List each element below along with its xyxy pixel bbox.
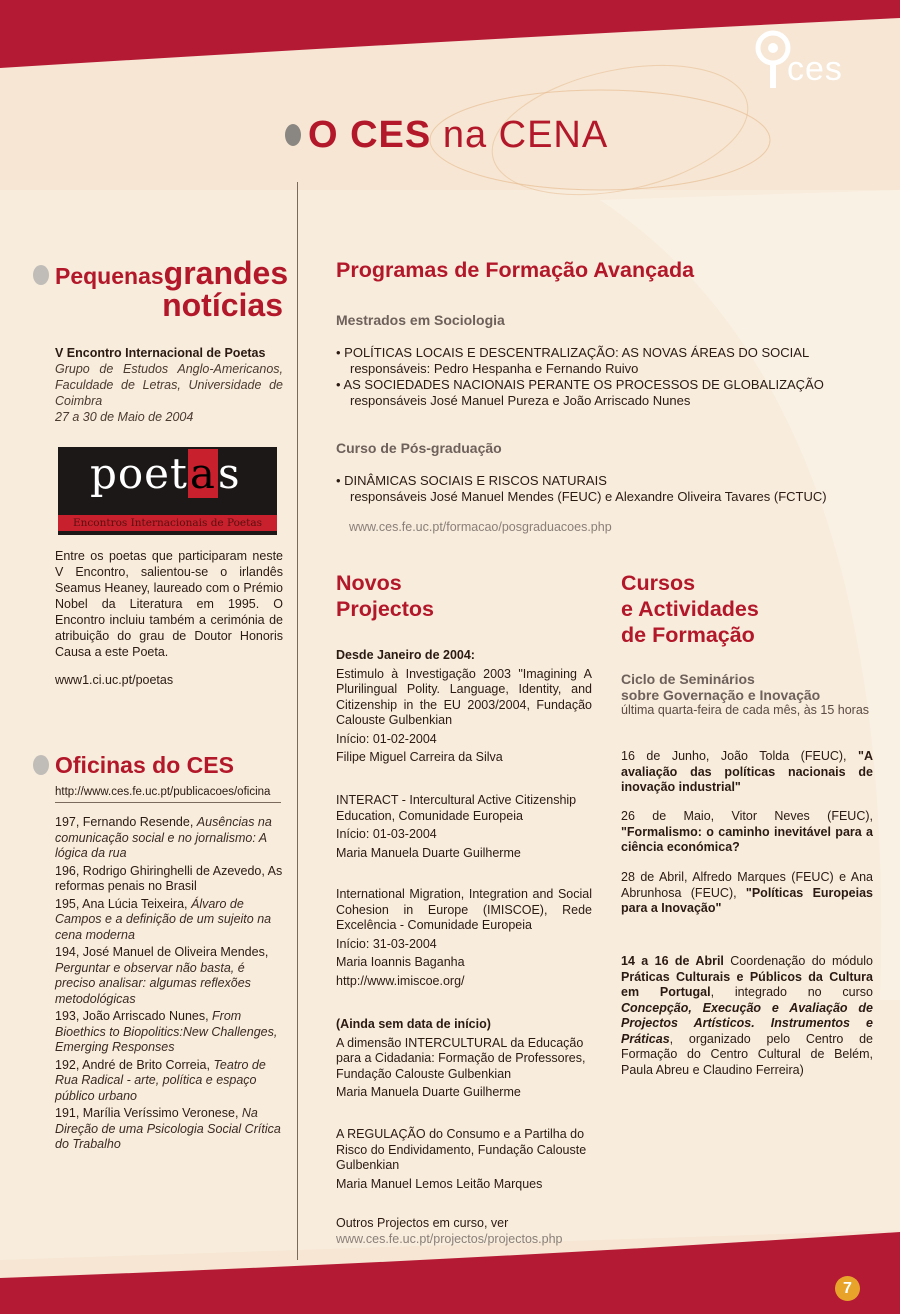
oficina-author: 192, André de Brito Correia,	[55, 1057, 214, 1072]
course-name	[336, 473, 836, 489]
project-5-desc: A REGULAÇÃO do Consumo e a Partilha do Risco do Endividamento, Fundação Calouste Gulbenkian	[336, 1127, 587, 1172]
project-4-person: Maria Manuela Duarte Guilherme	[336, 1085, 521, 1099]
project-3-url[interactable]: http://www.imiscoe.org/	[336, 973, 465, 988]
cursos-title-b: e Actividades	[621, 597, 759, 621]
logo-text: ces	[787, 50, 843, 88]
page-title	[308, 114, 608, 157]
event-title: V Encontro Internacional de Poetas	[55, 346, 266, 360]
project-5-person: Maria Manuel Lemos Leitão Marques	[336, 1176, 543, 1191]
event-details	[55, 361, 283, 425]
seminar-3	[621, 870, 873, 917]
course-item	[336, 377, 836, 409]
project-2-start: Início: 01-03-2004	[336, 827, 437, 841]
mestrados-list	[336, 345, 836, 409]
modulo-title: Práticas Culturais e Públicos da Cultura em Portugal	[621, 969, 873, 999]
cursos-title-a: Cursos	[621, 571, 696, 595]
title-bullet-icon	[285, 124, 301, 146]
project-5	[336, 1127, 592, 1195]
project-1-person: Filipe Miguel Carreira da Silva	[336, 750, 503, 764]
pequenas-word: Pequenas	[55, 263, 164, 289]
title-thin: na CENA	[442, 114, 609, 156]
bullet-icon: •	[336, 377, 344, 392]
novos-outros-text: Outros Projectos em curso, ver	[336, 1216, 509, 1230]
project-3-person: Maria Ioannis Baganha	[336, 955, 465, 969]
oficina-author: 197, Fernando Resende,	[55, 815, 197, 829]
poetas-logo-text-b: a	[189, 449, 216, 498]
seminar-2-speaker: 26 de Maio, Vitor Neves (FEUC),	[621, 809, 873, 823]
ciclo-when: última quarta-feira de cada mês, às 15 horas	[621, 703, 870, 717]
oficina-item	[55, 897, 283, 944]
cursos-title	[621, 570, 759, 648]
oficina-item	[55, 1058, 283, 1105]
project-2-desc: INTERACT - Intercultural Active Citizenship Education, Comunidade Europeia	[336, 793, 577, 823]
seminar-1	[621, 749, 873, 796]
poetas-body: Entre os poetas que participaram neste V Encontro, salientou-se o irlandês Seamus Heaney, laureado com o Prémio Nobel da Literatura em 1995. O Encontro incluiu também a cerimónia de atribuição do grau de Doutor Honoris Causa a este Poeta.	[55, 549, 283, 659]
oficinas-title: Oficinas do CES	[55, 752, 234, 778]
title-strong: O CES	[308, 114, 432, 156]
project-4	[336, 1017, 592, 1104]
novos-outros-url[interactable]: www.ces.fe.uc.pt/projectos/projectos.php	[336, 1231, 563, 1246]
oficina-title: Perguntar e observar não basta, é preciso analisar: algumas reflexões metodológicas	[55, 960, 251, 1006]
ces-logo	[755, 28, 865, 98]
oficina-author: 193, João Arriscado Nunes,	[55, 1009, 213, 1023]
oficina-item	[55, 1106, 283, 1153]
course-name	[336, 377, 836, 393]
oficina-item	[55, 945, 283, 1007]
course-name-text: AS SOCIEDADES NACIONAIS PERANTE OS PROCESSOS DE GLOBALIZAÇÃO	[343, 377, 824, 392]
programas-url[interactable]: www.ces.fe.uc.pt/formacao/posgraduacoes.php	[349, 520, 612, 534]
project-1-desc: Estimulo à Investigação 2003 "Imagining A Plurilingual Polity. Language, Identity, and Citizenship in the EU 2003/2004, Fundação Calouste Gulbenkian	[336, 666, 592, 727]
poetas-logo-text-a: poet	[90, 449, 188, 498]
project-3	[336, 887, 592, 992]
novos-since: Desde Janeiro de 2004:	[336, 648, 475, 662]
oficina-author: 194, José Manuel de Oliveira Mendes,	[55, 945, 269, 959]
oficina-author: 195, Ana Lúcia Teixeira,	[55, 896, 191, 911]
mestrados-label: Mestrados em Sociologia	[336, 312, 505, 328]
modulo-course: Concepção, Execução e Avaliação de Projectos Artísticos. Instrumentos e Práticas	[621, 1000, 873, 1046]
novos-title	[336, 570, 434, 622]
oficinas-list	[55, 815, 283, 1155]
seminar-2	[621, 809, 873, 856]
project-1-start: Início: 01-02-2004	[336, 731, 437, 746]
ciclo-title-a: Ciclo de Seminários	[621, 671, 755, 687]
course-responsibles: responsáveis: Pedro Hespanha e Fernando Ruivo	[350, 361, 639, 376]
modulo-praticas	[621, 954, 873, 1078]
modulo-text-2: , integrado no curso	[710, 985, 873, 999]
course-item	[336, 473, 836, 505]
programas-title: Programas de Formação Avançada	[336, 258, 695, 282]
modulo-text-1: Coordenação do módulo	[723, 954, 873, 968]
oficina-title: Álvaro de Campos e a definição de um sujeito na cena moderna	[55, 896, 272, 942]
seminar-1-speaker: 16 de Junho, João Tolda (FEUC),	[621, 749, 859, 763]
modulo-text-3: , organizado pelo Centro de Formação do Centro Cultural de Belém, Paula Abreu e Claudino Ferreira)	[621, 1031, 873, 1077]
event-dates: 27 a 30 de Maio de 2004	[55, 410, 194, 424]
course-item	[336, 345, 836, 377]
oficinas-bullet-icon	[33, 755, 49, 775]
page-number: 7	[835, 1276, 860, 1301]
oficina-title: Teatro de Rua Radical - arte, política e espaço público urbano	[55, 1057, 266, 1103]
pequenas-title	[55, 255, 289, 323]
oficinas-url[interactable]: http://www.ces.fe.uc.pt/publicacoes/oficina	[55, 786, 271, 798]
project-4-desc: A dimensão INTERCULTURAL da Educação para a Cidadania: Formação de Professores, Fundação Calouste Gulbenkian	[336, 1035, 586, 1081]
grandes-word: grandes	[163, 255, 289, 291]
oficina-author: 191, Marília Veríssimo Veronese,	[55, 1106, 242, 1120]
novos-title-a: Novos	[336, 571, 402, 595]
seminar-2-title: "Formalismo: o caminho inevitável para a ciência económica?	[621, 824, 873, 854]
ciclo-title-b: sobre Governação e Inovação	[621, 686, 821, 703]
course-name-text: DINÂMICAS SOCIAIS E RISCOS NATURAIS	[344, 473, 607, 488]
poetas-logo-text-c: s	[217, 449, 241, 498]
seminar-1-title: "A avaliação das políticas nacionais de inovação industrial"	[621, 749, 873, 794]
bullet-icon: •	[336, 473, 345, 488]
novos-title-b: Projectos	[336, 597, 434, 621]
project-2-person: Maria Manuela Duarte Guilherme	[336, 845, 521, 860]
oficina-item	[55, 815, 283, 862]
pos-list	[336, 473, 836, 505]
ciclo-seminarios	[621, 672, 873, 719]
oficina-title: Na Direção de uma Psicologia Social Crítica do Trabalho	[55, 1106, 281, 1151]
noticias-word: notícias	[162, 287, 283, 323]
project-2	[336, 793, 592, 864]
novos-outros	[336, 1216, 592, 1247]
oficinas-divider	[55, 802, 281, 803]
project-3-desc: International Migration, Integration and Social Cohesion in Europe (IMISCOE), Rede Excelência - Comunidade Europeia	[336, 887, 592, 932]
column-divider	[297, 182, 298, 1260]
seminar-3-speaker: 28 de Abril, Alfredo Marques (FEUC) e Ana Abrunhosa (FEUC),	[621, 870, 873, 900]
seminar-3-title: "Políticas Europeias para a Inovação"	[621, 885, 874, 915]
poetas-url[interactable]: www1.ci.uc.pt/poetas	[55, 673, 174, 687]
course-name-text: POLÍTICAS LOCAIS E DESCENTRALIZAÇÃO: AS NOVAS ÁREAS DO SOCIAL	[344, 345, 810, 360]
novos-projects	[336, 648, 592, 769]
oficina-item	[55, 864, 283, 895]
course-responsibles: responsáveis José Manuel Pureza e João Arriscado Nunes	[350, 393, 691, 408]
pequenas-bullet-icon	[33, 265, 49, 285]
pos-label: Curso de Pós-graduação	[336, 440, 502, 456]
oficina-title: From Bioethics to Biopolitics:New Challenges, Emerging Responses	[55, 1009, 278, 1054]
poetas-logo-band: Encontros Internacionais de Poetas	[58, 515, 277, 531]
oficina-author: 196, Rodrigo Ghiringhelli de Azevedo, As reformas penais no Brasil	[55, 863, 283, 893]
cursos-title-c: de Formação	[621, 623, 755, 647]
oficina-title: Ausências na comunicação social e no jornalismo: A lógica da rua	[55, 815, 272, 860]
poetas-logo	[58, 447, 277, 535]
modulo-date: 14 a 16 de Abril	[621, 954, 724, 968]
course-responsibles: responsáveis José Manuel Mendes (FEUC) e Alexandre Oliveira Tavares (FCTUC)	[350, 489, 827, 504]
bullet-icon: •	[336, 345, 345, 360]
novos-no-date: (Ainda sem data de início)	[336, 1017, 491, 1031]
event-organizer: Grupo de Estudos Anglo-Americanos, Faculdade de Letras, Universidade de Coimbra	[55, 362, 283, 408]
project-3-start: Início: 31-03-2004	[336, 936, 437, 951]
course-name	[336, 345, 836, 361]
oficina-item	[55, 1009, 283, 1056]
